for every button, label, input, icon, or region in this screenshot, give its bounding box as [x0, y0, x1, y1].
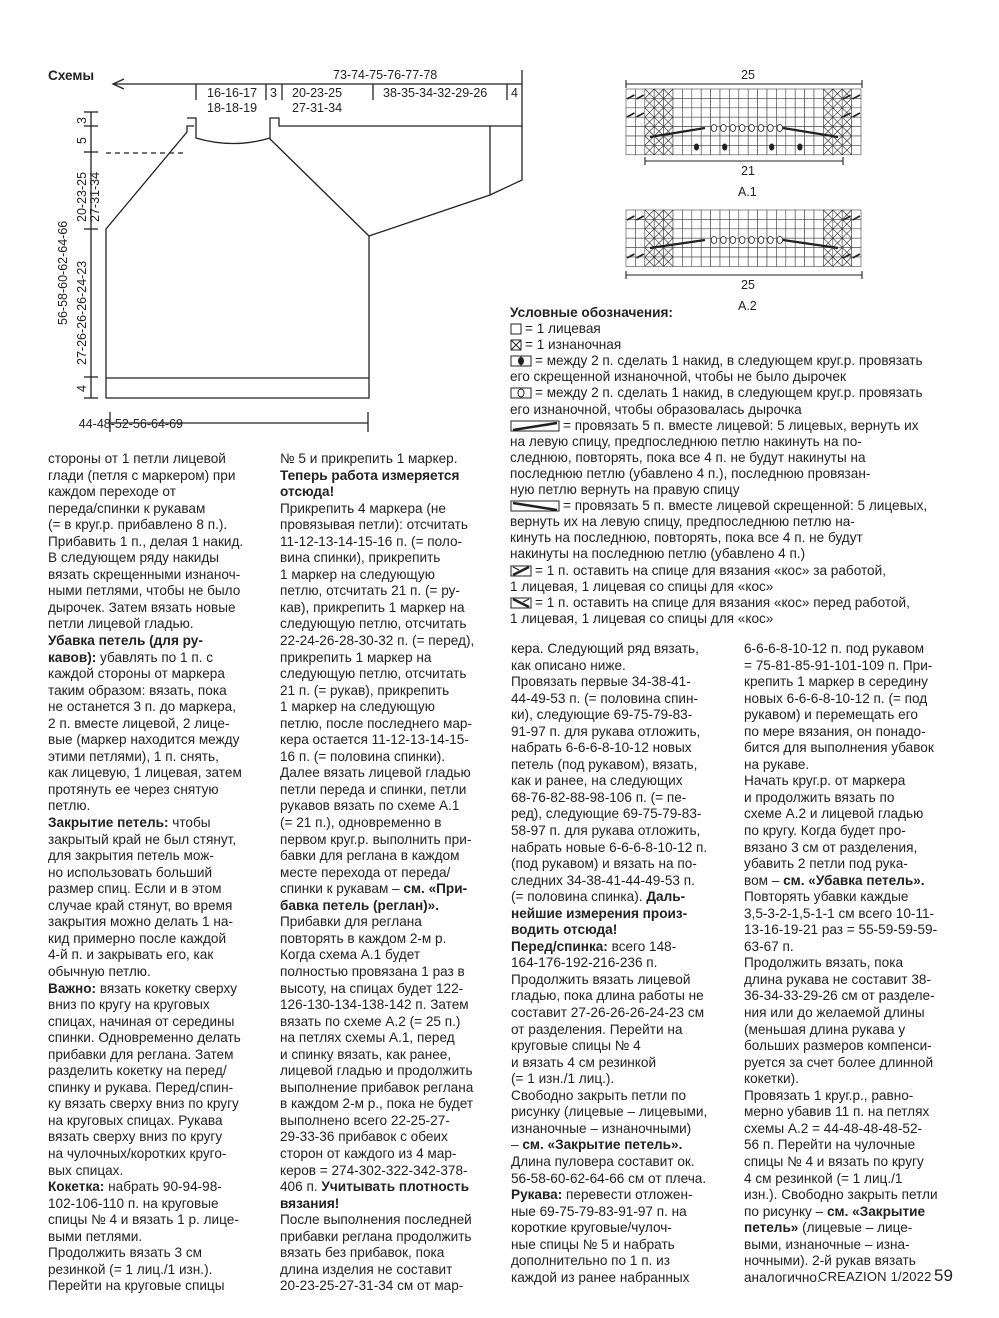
yarn-over-mark	[749, 125, 755, 132]
chart-cell	[729, 136, 738, 145]
chart-cell	[786, 145, 795, 154]
top-width-label: 73-74-75-76-77-78	[333, 68, 438, 82]
chart-cell	[635, 98, 644, 107]
chart-cell	[748, 248, 757, 257]
chart-cell	[720, 257, 729, 266]
chart-cell	[805, 136, 814, 145]
chart-cell	[814, 257, 823, 266]
chart-cell	[805, 219, 814, 228]
chart-cell	[758, 145, 767, 154]
chart-cell	[786, 257, 795, 266]
chart-cell	[795, 210, 804, 219]
chart-cell	[673, 257, 682, 266]
chart-cell	[748, 136, 757, 145]
chart-cell	[720, 219, 729, 228]
text-column-1: стороны от 1 петли лицевой глади (петля с маркером) при каждом переходе от переда/спинки к рукавам (= в круг.р. прибавлено 8 п.). Прибавить 1 п., делая 1 накид. В следующем ряду накиды вязать скрещенными изнаноч- ными петлями, чтобы не было дырочек. Затем вязать новые петли лицевой гладью. Убавка петель (для ру- кавов): убавлять по 1 п. с каждой стороны от маркера таким образом: вязать, пока не останется 3 п. до маркера, 2 п. вместе лицевой, 2 лице- вые (маркер находится между этими петлями), 1 п. снять, как лицевую, 1 лицевая, затем протянуть ее через снятую петлю. Закрытие петель: чтобы закрытый край не был стянут, для закрытия петель мож- но использовать больший размер спиц. Если и в этом случае край стянут, во время закрытия можно делать 1 на- кид примерно после каждой 4-й п. и закрывать его, как обычную петлю. Важно: вязать кокетку сверху вниз по кругу на круговых спицах, начиная от середины спинки. Одновременно делать прибавки для реглана. Затем разделить кокетку на перед/ спинку и рукава. Перед/спин- ку вязать сверху вниз по кругу на круговых спицах. Рукава вязать сверху вниз по кругу на чулочных/коротких круго- вых спицах. Кокетка: набрать 90-94-98- 102-106-110 п. на круговые спицы № 4 и вязать 1 р. лице- выми петлями. Продолжить вязать 3 см резинкой (= 1 лиц./1 изн.). Перейти на круговые спицы	[48, 451, 244, 1294]
chart-cell	[758, 219, 767, 228]
chart-cell	[748, 145, 757, 154]
yarn-over-mark	[721, 125, 727, 132]
chart-cell	[711, 89, 720, 98]
chart-cell	[767, 257, 776, 266]
chart-cell	[682, 210, 691, 219]
chart-cell	[776, 257, 785, 266]
chart-cell	[852, 145, 861, 154]
chart-cell	[786, 108, 795, 117]
chart-cell	[758, 210, 767, 219]
chart-cell	[701, 219, 710, 228]
chart-cell	[673, 210, 682, 219]
chart-cell	[729, 98, 738, 107]
chart-cell	[673, 145, 682, 154]
sleeve-length-label: 38-35-34-32-29-26	[383, 86, 488, 100]
purl-icon	[510, 339, 522, 351]
chart-cell	[739, 248, 748, 257]
chart-cell	[635, 238, 644, 247]
legend-title: Условные обозначения:	[510, 305, 673, 320]
cuff-label: 4	[511, 86, 518, 100]
chart-cell	[626, 136, 635, 145]
chart-cell	[786, 229, 795, 238]
chart-cell	[626, 219, 635, 228]
cable-left-icon	[510, 597, 532, 609]
a2-bottom-count: 25	[741, 278, 755, 292]
chart-cell	[795, 89, 804, 98]
raglan-depth-label-1: 20-23-25	[75, 171, 89, 222]
chart-cell	[673, 248, 682, 257]
chart-cell	[852, 238, 861, 247]
chart-cell	[720, 248, 729, 257]
chart-cell	[795, 248, 804, 257]
chart-cell	[814, 89, 823, 98]
chart-cell	[814, 219, 823, 228]
chart-cell	[739, 145, 748, 154]
chart-cell	[729, 210, 738, 219]
chart-cell	[701, 98, 710, 107]
legend-item: = 1 п. оставить на спице для вязания «кос» перед работой, 1 лицевая, 1 лицевая со спицы для «кос»	[510, 594, 910, 626]
chart-cell	[711, 210, 720, 219]
chart-cell	[776, 219, 785, 228]
text-column-2: № 5 и прикрепить 1 маркер. Теперь работа измеряется отсюда! Прикрепить 4 маркера (не провязывая петли): отсчитать 11-12-13-14-15-16 п. (= поло- вина спинки), прикрепить 1 маркер на следующую петлю, отсчитать 21 п. (= ру- кав), прикрепить 1 маркер на следующую петлю, отсчитать 22-24-26-28-30-32 п. (= перед), прикрепить 1 маркер на следующую петлю, отсчитать 21 п. (= рукав), прикрепить 1 маркер на следующую петлю, после последнего мар- кера остается 11-12-13-14-15- 16 п. (= половина спинки). Далее вязать лицевой гладью петли переда и спинки, петли рукавов вязать по схеме A.1 (= 21 п.), одновременно в первом круг.р. выполнить при- бавки для реглана в каждом месте перехода от переда/ спинки к рукавам – см. «При- бавка петель (реглан)». Прибавки для реглана повторять в каждом 2-м р. Когда схема A.1 будет полностью провязана 1 раз в высоту, на спицах будет 122- 126-130-134-138-142 п. Затем вязать по схеме A.2 (= 25 п.) на петлях схемы A.1, перед и спинку вязать, как ранее, лицевой гладью и продолжить выполнение прибавок реглана в каждом 2-м р., пока не будет выполнено всего 22-25-27- 29-33-36 прибавок с обеих сторон от каждого из 4 мар- керов = 274-302-322-342-378- 406 п. Учитывать плотность вязания! После выполнения последней прибавки реглана продолжить вязать без прибавок, пока длина изделия не составит 20-23-25-27-31-34 см от мар-	[280, 451, 475, 1294]
chart-cell	[673, 108, 682, 117]
k5tog-tbl-icon	[510, 500, 560, 512]
chart-cell	[786, 98, 795, 107]
chart-cell	[748, 257, 757, 266]
legend-item: = 1 лицевая	[510, 321, 927, 337]
chart-cell	[692, 238, 701, 247]
raglan-depth-label-2: 27-31-34	[88, 171, 102, 222]
chart-cell	[814, 117, 823, 126]
chart-cell	[776, 248, 785, 257]
chart-cell	[852, 117, 861, 126]
chart-cell	[692, 108, 701, 117]
chart-cell	[795, 219, 804, 228]
chart-cell	[795, 229, 804, 238]
chart-cell	[805, 117, 814, 126]
chart-cell	[711, 257, 720, 266]
chart-cell	[626, 145, 635, 154]
chart-cell	[682, 108, 691, 117]
chart-cell	[692, 98, 701, 107]
chart-cell	[692, 210, 701, 219]
chart-cell	[626, 98, 635, 107]
chart-cell	[748, 210, 757, 219]
chart-cell	[682, 98, 691, 107]
cable-right-icon	[510, 565, 532, 577]
legend	[510, 305, 927, 627]
yarn-over-mark	[739, 125, 745, 132]
chart-cell	[692, 248, 701, 257]
chart-cell	[692, 219, 701, 228]
yarn-over-mark	[739, 237, 745, 244]
chart-cell	[767, 108, 776, 117]
neck-height-label: 3	[75, 117, 89, 124]
chart-cell	[758, 248, 767, 257]
twisted-yo-icon	[510, 355, 532, 367]
chart-cell	[626, 127, 635, 136]
chart-cell	[626, 229, 635, 238]
chart-cell	[739, 108, 748, 117]
chart-cell	[701, 257, 710, 266]
twisted-yo-mark	[722, 144, 727, 151]
legend-item: = 1 п. оставить на спице для вязания «кос» за работой, 1 лицевая, 1 лицевая со спицы для «кос»	[510, 562, 886, 594]
chart-cell	[767, 89, 776, 98]
a1-label: A.1	[738, 185, 757, 199]
chart-cell	[786, 136, 795, 145]
chart-cell	[729, 108, 738, 117]
chart-cell	[720, 89, 729, 98]
schema-title: Схемы	[48, 68, 95, 83]
twisted-yo-mark	[797, 144, 802, 151]
chart-cell	[739, 257, 748, 266]
chart-cell	[711, 136, 720, 145]
legend-item: = провязать 5 п. вместе лицевой: 5 лицевых, вернуть их на левую спицу, предпоследнюю петлю накинуть на по- следнюю, повторять, пока все 4 п. не будут накинуты на последнюю петлю (убавлено 4 п.), последнюю провязан- ную петлю вернуть на правую спицу	[510, 417, 919, 498]
chart-cell	[776, 108, 785, 117]
chart-cell	[758, 98, 767, 107]
chart-cell	[776, 136, 785, 145]
chart-cell	[635, 117, 644, 126]
chart-cell	[748, 98, 757, 107]
chart-cell	[814, 98, 823, 107]
chart-cell	[701, 136, 710, 145]
text-column-4: 6-6-6-8-10-12 п. под рукавом = 75-81-85-91-101-109 п. При- крепить 1 маркер в середину новых 6-6-6-8-10-12 п. (= под рукавом) и перемещать его по мере вязания, он понадо- бится для выполнения убавок на рукаве. Начать круг.р. от маркера и продолжить вязать по схеме A.2 и лицевой гладью по кругу. Когда будет про- вязано 3 см от разделения, убавить 2 петли под рука- вом – см. «Убавка петель». Повторять убавки каждые 3,5-3-2-1,5-1-1 см всего 10-11- 13-16-19-21 раз = 55-59-59-59- 63-67 п. Продолжить вязать, пока длина рукава не составит 38- 36-34-33-29-26 см от разделе- ния или до желаемой длины (меньшая длина рукава у больших размеров компенси- руется за счет более длинной кокетки). Провязать 1 круг.р., равно- мерно убавив 11 п. на петлях схемы A.2 = 44-48-48-48-52- 56 п. Перейти на чулочные спицы № 4 и вязать по кругу 4 см резинкой (= 1 лиц./1 изн.). Свободно закрыть петли по рисунку – см. «Закрытие петель» (лицевые – лице- выми, изнаночные – изна- ночными). 2-й рукав вязать аналогично.	[744, 641, 938, 1285]
chart-cell	[852, 98, 861, 107]
chart-cell	[786, 89, 795, 98]
chart-cell	[776, 210, 785, 219]
raglan-top-label-2: 27-31-34	[292, 101, 343, 115]
chart-cell	[682, 229, 691, 238]
chart-cell	[682, 219, 691, 228]
legend-item: = между 2 п. сделать 1 накид, в следующем круг.р. провязать его скрещенной изнаночной, чтобы не было дырочек	[510, 353, 923, 385]
chart-cell	[682, 136, 691, 145]
chart-cell	[701, 248, 710, 257]
yarn-over-mark	[711, 125, 717, 132]
chart-cell	[852, 136, 861, 145]
chart-cell	[814, 229, 823, 238]
chart-cell	[795, 257, 804, 266]
chart-cell	[814, 210, 823, 219]
chart-cell	[748, 219, 757, 228]
a1-top-count: 25	[741, 68, 755, 82]
knit-icon	[510, 323, 522, 335]
chart-cell	[814, 136, 823, 145]
chart-cell	[682, 117, 691, 126]
chart-cell	[805, 229, 814, 238]
chart-cell	[805, 257, 814, 266]
chart-cell	[673, 89, 682, 98]
chart-cell	[767, 248, 776, 257]
chart-cell	[786, 210, 795, 219]
chart-cell	[635, 136, 644, 145]
chart-cell	[729, 145, 738, 154]
chart-cell	[701, 89, 710, 98]
chart-cell	[748, 108, 757, 117]
chart-cell	[805, 108, 814, 117]
yarn-over-mark	[768, 125, 774, 132]
raglan-top-label-1: 20-23-25	[292, 86, 343, 100]
text-column-3: кера. Следующий ряд вязать, как описано ниже. Провязать первые 34-38-41- 44-49-53 п. (= половина спин- ки), следующие 69-75-79-83- 91-97 п. для рукава отложить, набрать 6-6-6-8-10-12 новых петель (под рукавом), вязать, как и ранее, на следующих 68-76-82-88-98-106 п. (= пе- ред), следующие 69-75-79-83- 58-97 п. для рукава отложить, набрать новые 6-6-6-8-10-12 п. (под рукавом) и вязать на по- следних 34-38-41-44-49-53 п. (= половина спинка). Даль- нейшие измерения произ- водить отсюда! Перед/спинка: всего 148- 164-176-192-216-236 п. Продолжить вязать лицевой гладью, пока длина работы не составит 27-26-26-26-24-23 см от разделения. Перейти на круговые спицы № 4 и вязать 4 см резинкой (= 1 изн./1 лиц.). Свободно закрыть петли по рисунку (лицевые – лицевыми, изнаночные – изнаночными) – см. «Закрытие петель». Длина пуловера составит ок. 56-58-60-62-64-66 см от плеча. Рукава: перевести отложен- ные 69-75-79-83-91-97 п. на короткие круговые/чулоч- ные спицы № 5 и набрать дополнительно по 1 п. из каждой из ранее набранных	[511, 641, 708, 1285]
chart-cell	[673, 117, 682, 126]
magazine-issue: CREAZION 1/2022	[818, 1269, 932, 1284]
yarn-over-mark	[730, 237, 736, 244]
neck-width-label-2: 18-18-19	[207, 101, 258, 115]
chart-cell	[805, 210, 814, 219]
a2-label: A.2	[738, 299, 757, 313]
yarn-over-mark	[711, 237, 717, 244]
yarn-over-mark	[730, 125, 736, 132]
chart-cell	[682, 257, 691, 266]
chart-cell	[852, 127, 861, 136]
chart-a2	[626, 210, 861, 266]
chart-cell	[720, 98, 729, 107]
chart-cell	[682, 145, 691, 154]
chart-cell	[805, 89, 814, 98]
neck-width-label-1: 16-16-17	[207, 86, 258, 100]
chart-cell	[767, 98, 776, 107]
chart-cell	[786, 219, 795, 228]
chart-cell	[729, 89, 738, 98]
a1-bottom-count: 21	[741, 164, 755, 178]
chart-cell	[776, 145, 785, 154]
chart-cell	[635, 127, 644, 136]
chart-cell	[692, 229, 701, 238]
chart-cell	[795, 108, 804, 117]
chart-cell	[635, 145, 644, 154]
chart-cell	[720, 108, 729, 117]
yarn-over-mark	[758, 125, 764, 132]
chart-cell	[814, 145, 823, 154]
chart-cell	[795, 98, 804, 107]
chart-cell	[758, 136, 767, 145]
chart-cell	[767, 219, 776, 228]
chart-cell	[795, 117, 804, 126]
legend-item: = провязать 5 п. вместе лицевой скрещенной: 5 лицевых, вернуть их на левую спицу, предпоследнюю петлю на- кинуть на последнюю, повторять, пока все 4 п. не будут накинуты на последнюю петлю (убавлено 4 п.)	[510, 498, 928, 562]
yarn-over-mark	[749, 237, 755, 244]
chart-cell	[739, 89, 748, 98]
yarn-over-mark	[758, 237, 764, 244]
chart-cell	[852, 229, 861, 238]
total-length-label: 56-58-60-62-64-66	[56, 220, 70, 325]
chart-cell	[673, 98, 682, 107]
chart-cell	[692, 89, 701, 98]
bottom-width-label: 44-48-52-56-64-69	[78, 417, 183, 431]
chart-cell	[814, 108, 823, 117]
body-length-label: 27-26-26-26-24-23	[75, 260, 89, 365]
chart-cell	[758, 108, 767, 117]
yarn-over-mark	[777, 125, 783, 132]
chart-cell	[720, 210, 729, 219]
chart-cell	[729, 248, 738, 257]
chart-cell	[758, 257, 767, 266]
chart-cell	[692, 117, 701, 126]
chart-cell	[739, 219, 748, 228]
yoke-rib-label: 5	[75, 137, 89, 144]
chart-cell	[682, 248, 691, 257]
chart-cell	[711, 219, 720, 228]
chart-cell	[635, 219, 644, 228]
chart-cell	[776, 89, 785, 98]
chart-cell	[748, 89, 757, 98]
legend-item: = между 2 п. сделать 1 накид, в следующем круг.р. провязать его изнаночной, чтобы образовалась дырочка	[510, 385, 923, 417]
chart-cell	[692, 257, 701, 266]
chart-cell	[786, 117, 795, 126]
chart-cell	[805, 248, 814, 257]
chart-cell	[767, 210, 776, 219]
chart-cell	[729, 257, 738, 266]
twisted-yo-mark	[769, 144, 774, 151]
chart-cell	[701, 210, 710, 219]
yarn-over-mark	[777, 237, 783, 244]
chart-cell	[852, 219, 861, 228]
hem-label: 4	[75, 385, 89, 392]
chart-cell	[701, 117, 710, 126]
chart-cell	[814, 248, 823, 257]
sweater-outline	[106, 118, 522, 398]
chart-cell	[758, 89, 767, 98]
chart-a1	[626, 89, 861, 155]
chart-cell	[711, 108, 720, 117]
yarn-over-mark	[721, 237, 727, 244]
chart-cell	[673, 229, 682, 238]
chart-cell	[701, 229, 710, 238]
chart-cell	[711, 248, 720, 257]
chart-cell	[776, 98, 785, 107]
chart-cell	[739, 136, 748, 145]
chart-cell	[635, 229, 644, 238]
chart-cell	[701, 108, 710, 117]
chart-cell	[673, 219, 682, 228]
chart-cell	[626, 117, 635, 126]
chart-cell	[626, 238, 635, 247]
neck-edge-label: 3	[270, 86, 277, 100]
chart-cell	[739, 210, 748, 219]
chart-cell	[729, 219, 738, 228]
yarn-over-icon	[510, 387, 532, 399]
chart-cell	[711, 145, 720, 154]
twisted-yo-mark	[694, 144, 699, 151]
chart-cell	[682, 89, 691, 98]
chart-cell	[786, 248, 795, 257]
page-number: 59	[934, 1266, 953, 1285]
k5tog-icon	[510, 420, 560, 432]
chart-cell	[805, 98, 814, 107]
chart-cell	[739, 98, 748, 107]
chart-cell	[805, 145, 814, 154]
yarn-over-mark	[768, 237, 774, 244]
legend-item: = 1 изнаночная	[510, 337, 927, 353]
chart-cell	[673, 136, 682, 145]
chart-cell	[711, 98, 720, 107]
chart-cell	[701, 145, 710, 154]
